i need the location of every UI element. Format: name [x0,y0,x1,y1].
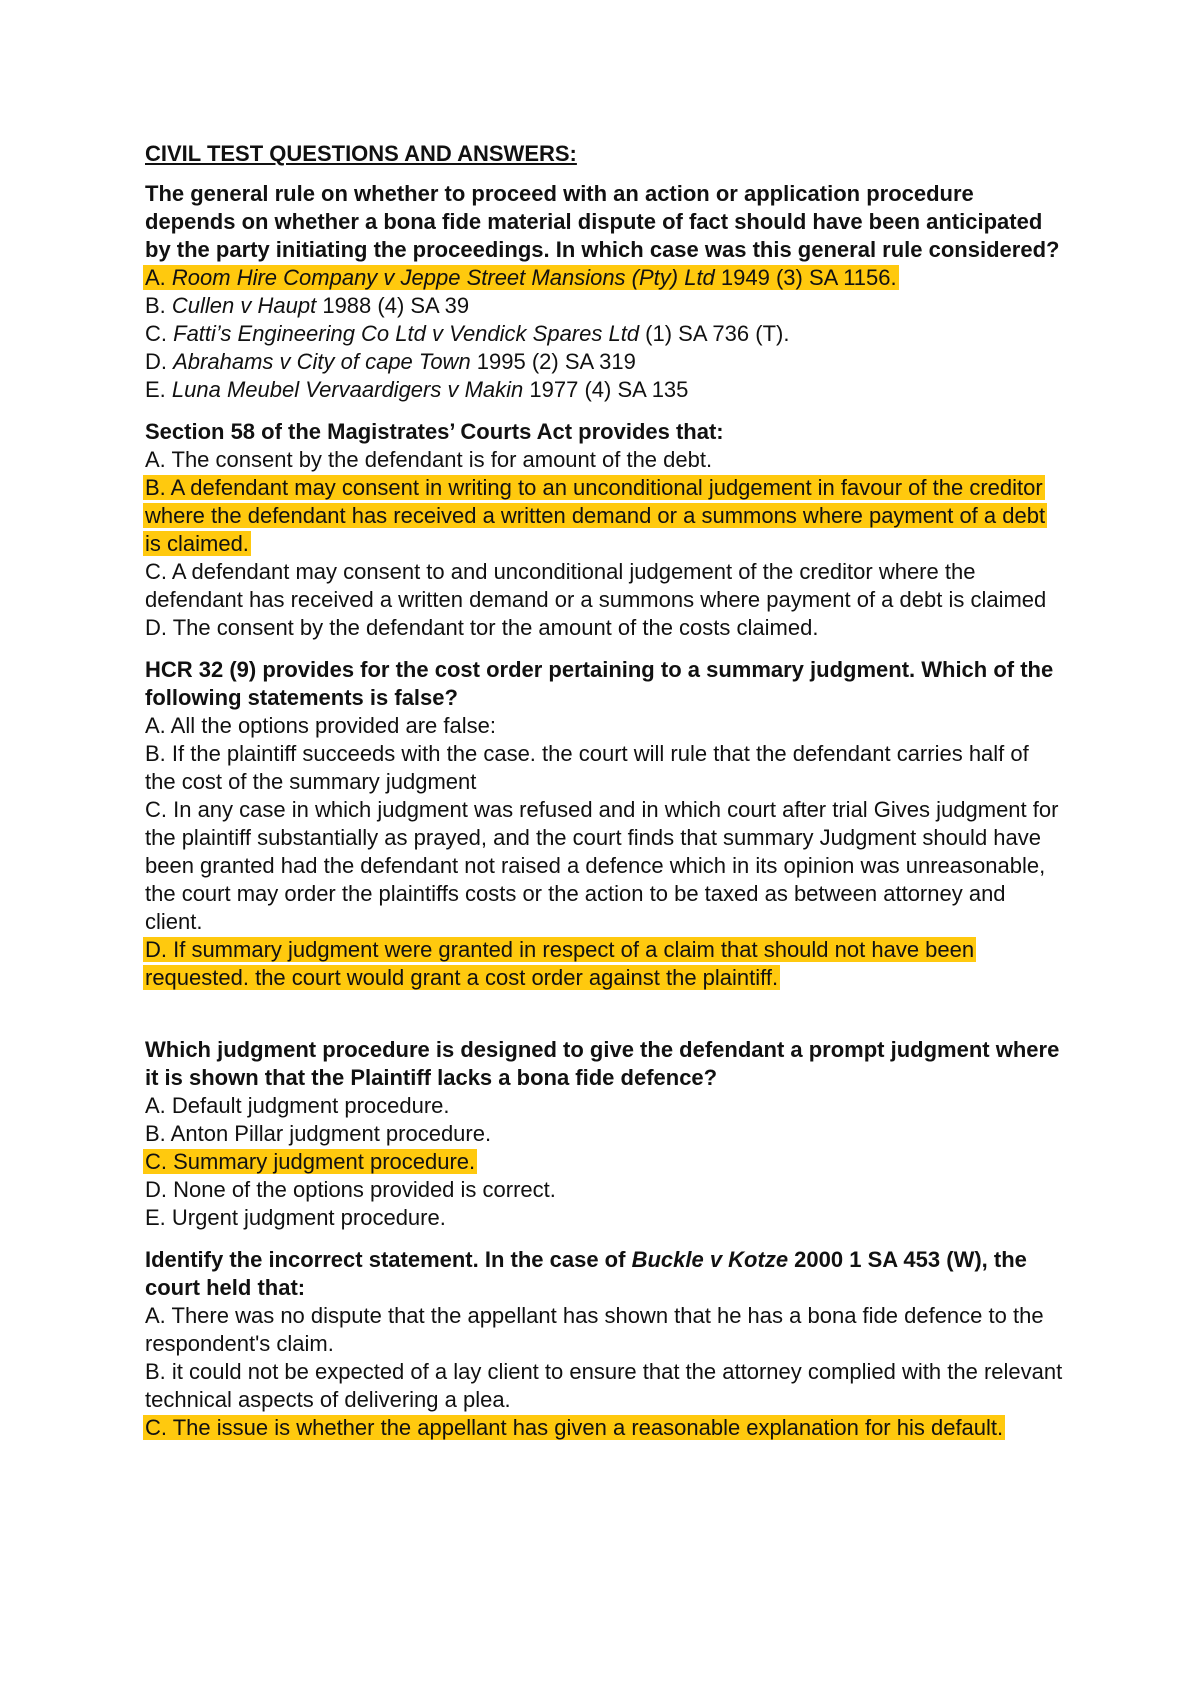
question-block-2 [145,418,1065,642]
case-name: Room Hire Company v Jeppe Street Mansions (Pty) Ltd [171,265,715,290]
question-block-4 [145,1036,1065,1232]
answer-option-c: C. In any case in which judgment was refused and in which court after trial Gives judgment for the plaintiff substantially as prayed, and the court finds that summary Judgment should have been granted had the defendant not raised a defence which in its opinion was unreasonable, the court may order the plaintiffs costs or the action to be taxed as between attorney and client. [145,797,1059,934]
question-text: HCR 32 (9) provides for the cost order pertaining to a summary judgment. Which of the following statements is false? [145,657,1054,710]
answer-option-e: E. Urgent judgment procedure. [145,1205,446,1230]
question-text-part: 2000 1 SA 453 (W), the court held that: [145,1247,1027,1300]
answer-option-c [145,320,1065,348]
answer-option-a: A. The consent by the defendant is for amount of the debt. [145,447,713,472]
question-block-1 [145,180,1065,404]
question-text: Which judgment procedure is designed to give the defendant a prompt judgment where it is shown that the Plaintiff lacks a bona fide defence? [145,1037,1060,1090]
answer-option-a [145,264,1065,292]
answer-option-d: D. The consent by the defendant tor the amount of the costs claimed. [145,615,819,640]
correct-answer-highlight: B. A defendant may consent in writing to an unconditional judgement in favour of the creditor where the defendant has received a written demand or a summons where payment of a debt is claimed. [145,475,1046,556]
option-prefix: E. [145,377,172,402]
option-prefix: C. [145,321,174,346]
correct-answer-highlight: C. Summary judgment procedure. [145,1149,476,1174]
question-text-part: Identify the incorrect statement. In the case of [145,1247,632,1272]
document-page [145,140,1065,1456]
correct-answer-highlight: C. The issue is whether the appellant has given a reasonable explanation for his default. [145,1415,1004,1440]
case-citation: (1) SA 736 (T). [639,321,790,346]
answer-option-a: A. Default judgment procedure. [145,1093,450,1118]
case-name: Fatti’s Engineering Co Ltd v Vendick Spares Ltd [173,321,640,346]
question-text [145,1246,1065,1302]
case-name: Buckle v Kotze [631,1247,789,1272]
answer-option-b [145,292,1065,320]
answer-option-d [145,348,1065,376]
case-citation: 1988 (4) SA 39 [316,293,470,318]
case-name: Abrahams v City of cape Town [173,349,471,374]
question-block-5 [145,1246,1065,1442]
question-text: The general rule on whether to proceed with an action or application procedure depends on whether a bona fide material dispute of fact should have been anticipated by the party initiating the proceedings. In which case was this general rule considered? [145,181,1060,262]
answer-option-b [145,474,1065,558]
answer-option-c: C. A defendant may consent to and unconditional judgement of the creditor where the defendant has received a written demand or a summons where payment of a debt is claimed [145,559,1047,612]
answer-option-d [145,936,1065,992]
option-prefix: B. [145,293,172,318]
case-name: Luna Meubel Vervaardigers v Makin [171,377,524,402]
answer-option-c [145,1414,1065,1442]
case-citation: 1949 (3) SA 1156. [714,265,897,290]
answer-option-c [145,1148,1065,1176]
correct-answer-highlight [143,265,899,290]
question-block-3 [145,656,1065,992]
option-prefix: A. [145,265,172,290]
answer-option-b: B. If the plaintiff succeeds with the case. the court will rule that the defendant carries half of the cost of the summary judgment [145,741,1029,794]
correct-answer-highlight: D. If summary judgment were granted in respect of a claim that should not have been requested. the court would grant a cost order against the plaintiff. [145,937,975,990]
case-citation: 1977 (4) SA 135 [523,377,689,402]
case-name: Cullen v Haupt [171,293,317,318]
answer-option-d: D. None of the options provided is correct. [145,1177,556,1202]
case-citation: 1995 (2) SA 319 [470,349,636,374]
option-prefix: D. [145,349,174,374]
answer-option-a: A. There was no dispute that the appellant has shown that he has a bona fide defence to the respondent's claim. [145,1303,1044,1356]
answer-option-e [145,376,1065,404]
question-text: Section 58 of the Magistrates’ Courts Act provides that: [145,419,724,444]
answer-option-a: A. All the options provided are false: [145,713,496,738]
answer-option-b: B. it could not be expected of a lay client to ensure that the attorney complied with the relevant technical aspects of delivering a plea. [145,1359,1063,1412]
answer-option-b: B. Anton Pillar judgment procedure. [145,1121,492,1146]
document-title: CIVIL TEST QUESTIONS AND ANSWERS: [145,141,577,166]
